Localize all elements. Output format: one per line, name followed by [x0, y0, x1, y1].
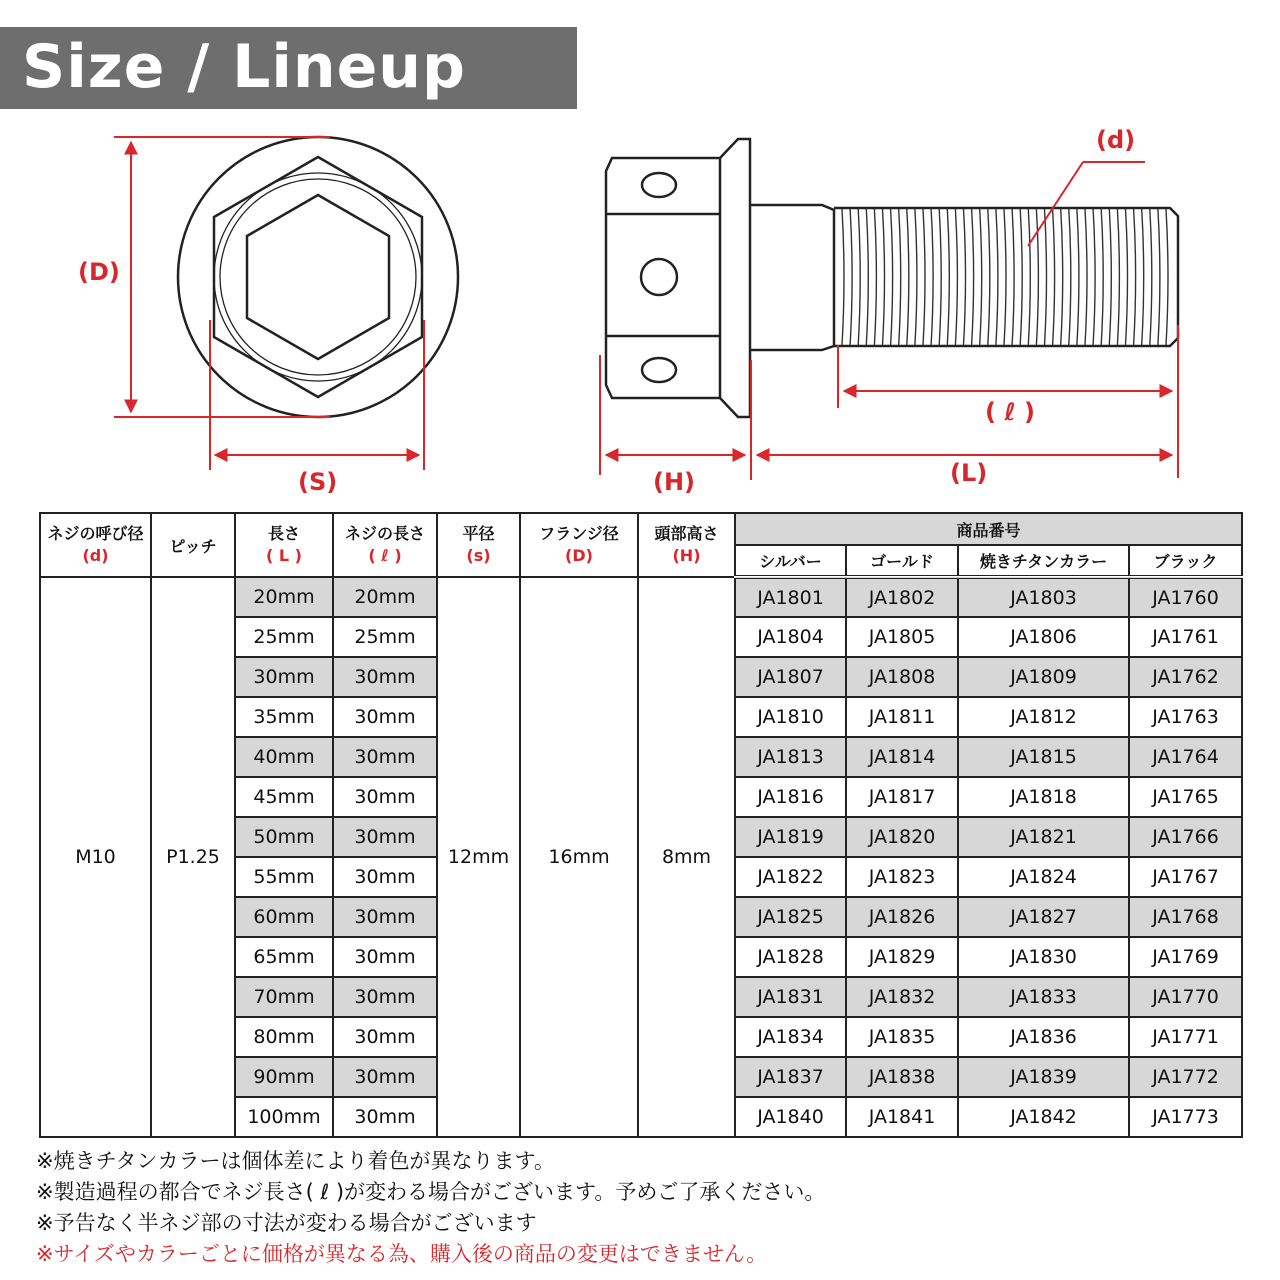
- note-2: ※製造過程の都合でネジ長さ( ℓ )が変わる場合がございます。予めご了承ください。: [36, 1180, 826, 1204]
- cell-titan: JA1839: [958, 1057, 1129, 1097]
- thread-line: [1109, 209, 1111, 345]
- thread-line: [939, 209, 941, 345]
- cell-gold: JA1832: [846, 977, 958, 1017]
- cell-gold: JA1814: [846, 737, 958, 777]
- cell-silver: JA1810: [735, 697, 846, 737]
- cell-black: JA1773: [1129, 1097, 1242, 1137]
- thread-line: [1101, 209, 1103, 345]
- cell-gold: JA1820: [846, 817, 958, 857]
- thread-line: [1166, 209, 1168, 345]
- cell-silver: JA1816: [735, 777, 846, 817]
- cell-thread-length: 30mm: [333, 697, 437, 737]
- cell-gold: JA1826: [846, 897, 958, 937]
- bolt-diagram: [0, 110, 1280, 510]
- cell-thread-length: 30mm: [333, 977, 437, 1017]
- cell-gold: JA1817: [846, 777, 958, 817]
- spec-table: [39, 512, 1243, 1138]
- cell-thread-length: 20mm: [333, 577, 437, 617]
- label-thread-length: ( ℓ ): [985, 398, 1035, 426]
- cell-hex-width: 12mm: [437, 577, 520, 1137]
- cell-silver: JA1834: [735, 1017, 846, 1057]
- cell-titan: JA1818: [958, 777, 1129, 817]
- cell-gold: JA1805: [846, 617, 958, 657]
- thread-line: [1134, 209, 1136, 345]
- cell-thread-length: 30mm: [333, 1097, 437, 1137]
- thread-line: [915, 209, 917, 345]
- header-thread-length: ネジの長さ ( ℓ ): [333, 513, 437, 577]
- thread-line: [1012, 209, 1014, 345]
- cell-black: JA1762: [1129, 657, 1242, 697]
- cell-length: 45mm: [235, 777, 333, 817]
- thread-lines: [842, 209, 1168, 345]
- thread-line: [955, 209, 957, 345]
- cell-black: JA1761: [1129, 617, 1242, 657]
- thread-line: [850, 209, 852, 345]
- note-warning: ※サイズやカラーごとに価格が異なる為、購入後の商品の変更はできません。: [36, 1242, 768, 1266]
- cell-length: 60mm: [235, 897, 333, 937]
- cell-gold: JA1829: [846, 937, 958, 977]
- thread-line: [1069, 209, 1071, 345]
- cell-titan: JA1809: [958, 657, 1129, 697]
- cell-black: JA1770: [1129, 977, 1242, 1017]
- cell-thread-length: 30mm: [333, 737, 437, 777]
- cell-thread-length: 25mm: [333, 617, 437, 657]
- header-row: [40, 513, 1242, 545]
- cell-black: JA1771: [1129, 1017, 1242, 1057]
- front-view: [178, 137, 458, 417]
- header-product-number: 商品番号: [735, 513, 1242, 545]
- thread-line: [988, 209, 990, 345]
- table-row: [40, 577, 1242, 617]
- cell-silver: JA1828: [735, 937, 846, 977]
- cell-black: JA1763: [1129, 697, 1242, 737]
- cell-length: 55mm: [235, 857, 333, 897]
- thread-line: [1117, 209, 1119, 345]
- cell-black: JA1769: [1129, 937, 1242, 977]
- cell-silver: JA1825: [735, 897, 846, 937]
- cell-silver: JA1819: [735, 817, 846, 857]
- header-gold: ゴールド: [846, 545, 958, 577]
- cell-titan: JA1842: [958, 1097, 1129, 1137]
- cell-length: 80mm: [235, 1017, 333, 1057]
- cell-black: JA1764: [1129, 737, 1242, 777]
- header-length: 長さ ( L ): [235, 513, 333, 577]
- cell-black: JA1766: [1129, 817, 1242, 857]
- cell-thread-length: 30mm: [333, 1057, 437, 1097]
- label-d: (d): [1096, 126, 1136, 154]
- cell-thread-length: 30mm: [333, 897, 437, 937]
- thread-line: [883, 209, 885, 345]
- cell-length: 65mm: [235, 937, 333, 977]
- label-S: (S): [298, 468, 338, 496]
- cell-black: JA1765: [1129, 777, 1242, 817]
- thread-line: [1045, 209, 1047, 345]
- thread-line: [964, 209, 966, 345]
- cell-silver: JA1822: [735, 857, 846, 897]
- cell-titan: JA1815: [958, 737, 1129, 777]
- thread-line: [1093, 209, 1095, 345]
- thread-line: [1150, 209, 1152, 345]
- cell-gold: JA1838: [846, 1057, 958, 1097]
- cell-length: 50mm: [235, 817, 333, 857]
- cell-gold: JA1808: [846, 657, 958, 697]
- cell-length: 30mm: [235, 657, 333, 697]
- header-silver: シルバー: [735, 545, 846, 577]
- note-1: ※焼きチタンカラーは個体差により着色が異なります。: [36, 1149, 555, 1173]
- notes: [36, 1146, 1256, 1270]
- cell-silver: JA1801: [735, 577, 846, 617]
- thread-line: [1142, 209, 1144, 345]
- cell-black: JA1768: [1129, 897, 1242, 937]
- cell-gold: JA1841: [846, 1097, 958, 1137]
- thread-line: [858, 209, 860, 345]
- thread-line: [931, 209, 933, 345]
- thread-line: [891, 209, 893, 345]
- header-flange-diameter: フランジ径 (D): [520, 513, 638, 577]
- cell-length: 70mm: [235, 977, 333, 1017]
- thread-line: [1077, 209, 1079, 345]
- thread-line: [923, 209, 925, 345]
- thread-line: [1126, 209, 1128, 345]
- cell-silver: JA1813: [735, 737, 846, 777]
- cell-length: 90mm: [235, 1057, 333, 1097]
- cell-thread-length: 30mm: [333, 1017, 437, 1057]
- header-black: ブラック: [1129, 545, 1242, 577]
- label-H: (H): [653, 468, 696, 496]
- cell-length: 100mm: [235, 1097, 333, 1137]
- thread-line: [899, 209, 901, 345]
- cell-black: JA1767: [1129, 857, 1242, 897]
- cell-gold: JA1823: [846, 857, 958, 897]
- cell-titan: JA1824: [958, 857, 1129, 897]
- cell-thread-length: 30mm: [333, 657, 437, 697]
- cell-black: JA1760: [1129, 577, 1242, 617]
- thread-line: [866, 209, 868, 345]
- cell-silver: JA1804: [735, 617, 846, 657]
- thread-line: [947, 209, 949, 345]
- cell-gold: JA1835: [846, 1017, 958, 1057]
- cell-length: 25mm: [235, 617, 333, 657]
- cell-black: JA1772: [1129, 1057, 1242, 1097]
- thread-line: [996, 209, 998, 345]
- cell-titan: JA1821: [958, 817, 1129, 857]
- thread-line: [1061, 209, 1063, 345]
- cell-silver: JA1831: [735, 977, 846, 1017]
- cell-silver: JA1807: [735, 657, 846, 697]
- thread-line: [907, 209, 909, 345]
- thread-line: [1053, 209, 1055, 345]
- thread-line: [874, 209, 876, 345]
- cell-length: 40mm: [235, 737, 333, 777]
- header-hex-width: 平径 (s): [437, 513, 520, 577]
- thread-line: [1028, 209, 1030, 345]
- cell-length: 20mm: [235, 577, 333, 617]
- front-dimension-lines: [114, 137, 424, 470]
- cell-gold: JA1811: [846, 697, 958, 737]
- note-3: ※予告なく半ネジ部の寸法が変わる場合がございます: [36, 1211, 537, 1235]
- label-D: (D): [78, 258, 120, 286]
- cell-titan: JA1830: [958, 937, 1129, 977]
- cell-titan: JA1806: [958, 617, 1129, 657]
- header-pitch: ピッチ: [151, 513, 235, 577]
- label-L: (L): [950, 459, 988, 487]
- title-banner: [0, 27, 577, 109]
- cell-titan: JA1833: [958, 977, 1129, 1017]
- cell-thread-length: 30mm: [333, 777, 437, 817]
- thread-line: [842, 209, 844, 345]
- cell-thread-length: 30mm: [333, 937, 437, 977]
- cell-silver: JA1837: [735, 1057, 846, 1097]
- cell-silver: JA1840: [735, 1097, 846, 1137]
- cell-gold: JA1802: [846, 577, 958, 617]
- cell-titan: JA1827: [958, 897, 1129, 937]
- thread-line: [1004, 209, 1006, 345]
- cell-flange-diameter: 16mm: [520, 577, 638, 1137]
- header-d: ネジの呼び径 (d): [40, 513, 151, 577]
- thread-line: [980, 209, 982, 345]
- thread-line: [1020, 209, 1022, 345]
- header-head-height: 頭部高さ (H): [638, 513, 735, 577]
- cell-titan: JA1836: [958, 1017, 1129, 1057]
- cell-length: 35mm: [235, 697, 333, 737]
- thread-line: [1085, 209, 1087, 345]
- cell-titan: JA1812: [958, 697, 1129, 737]
- header-titan: 焼きチタンカラー: [958, 545, 1129, 577]
- cell-d: M10: [40, 577, 151, 1137]
- side-dimension-lines: [600, 162, 1178, 480]
- thread-line: [1158, 209, 1160, 345]
- cell-thread-length: 30mm: [333, 857, 437, 897]
- page-title: Size / Lineup: [22, 32, 466, 102]
- cell-titan: JA1803: [958, 577, 1129, 617]
- thread-line: [972, 209, 974, 345]
- cell-head-height: 8mm: [638, 577, 735, 1137]
- cell-thread-length: 30mm: [333, 817, 437, 857]
- cell-pitch: P1.25: [151, 577, 235, 1137]
